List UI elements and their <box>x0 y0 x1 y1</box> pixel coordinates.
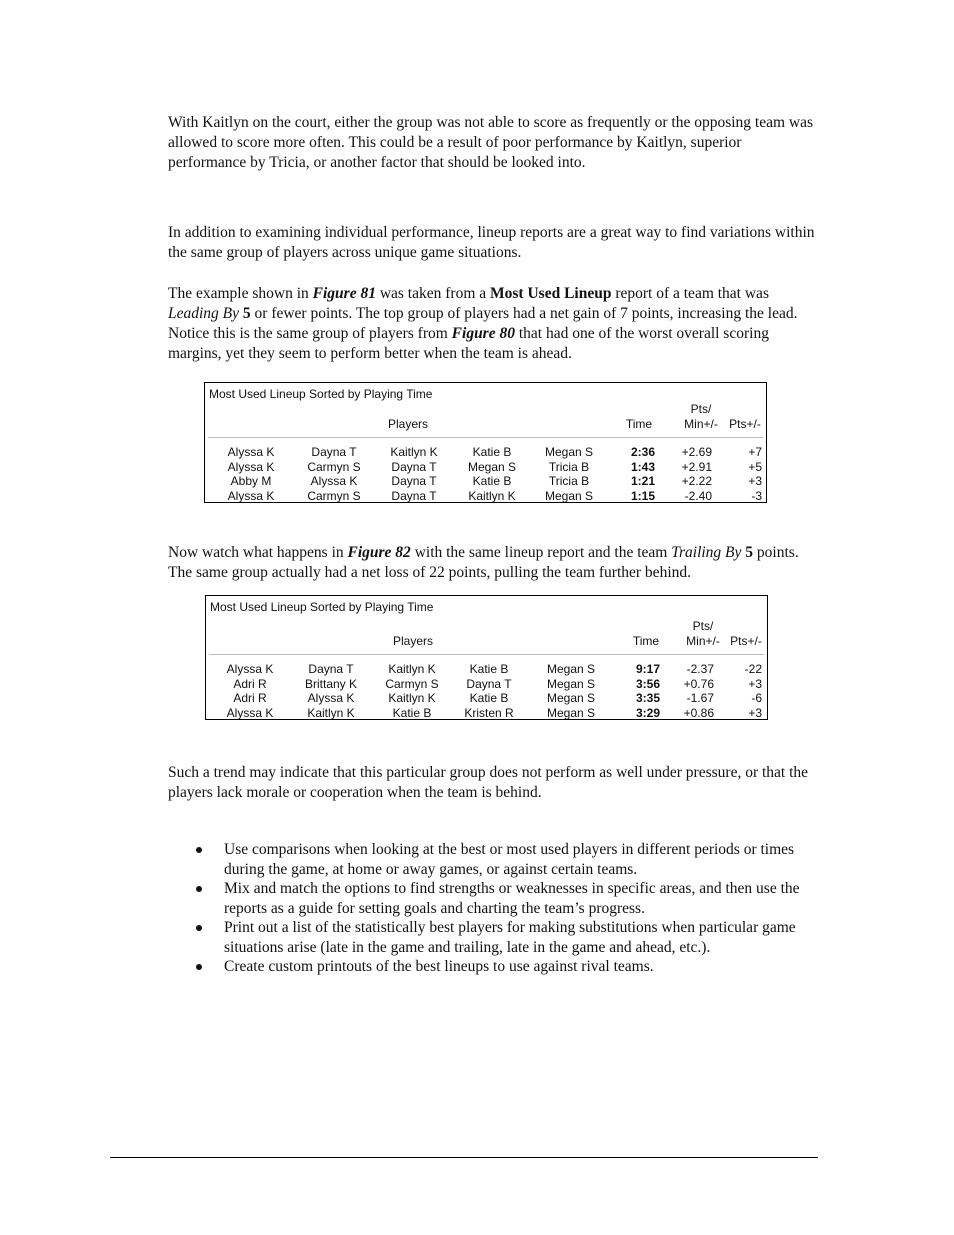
player-cell: Dayna T <box>311 445 357 459</box>
list-item: Use comparisons when looking at the best or most used players in different periods or times during the game, at home or away games, or against certain teams. <box>196 840 821 879</box>
bullet-icon <box>196 964 202 970</box>
paragraph-kaitlyn-analysis: With Kaitlyn on the court, either the group was not able to score as frequently or the opposing team was allowed to score more often. This could be a result of poor performance by Kaitlyn, superior performance by Tricia, or another factor that should be looked into. <box>168 114 814 171</box>
time-cell: 9:17 <box>635 662 660 676</box>
player-cell: Alyssa K <box>307 691 355 705</box>
figure80-ref: Figure 80 <box>451 325 515 342</box>
pts-min-header-top: Pts/ <box>692 619 714 633</box>
table-title: Most Used Lineup Sorted by Playing Time <box>209 387 433 401</box>
time-cell: 3:56 <box>635 676 660 691</box>
header-rule <box>208 437 763 438</box>
bullet-icon <box>196 886 202 892</box>
player-cell: Alyssa K <box>227 488 275 503</box>
pts-cell: +3 <box>748 474 762 488</box>
table-title: Most Used Lineup Sorted by Playing Time <box>210 600 434 614</box>
pts-cell: -22 <box>744 662 762 676</box>
player-cell: Megan S <box>467 459 517 474</box>
player-cell: Kaitlyn K <box>468 488 516 503</box>
list-item: Create custom printouts of the best lineups to use against rival teams. <box>196 957 821 977</box>
trailing-by-label: Trailing By <box>671 544 742 561</box>
pts-min-header-top: Pts/ <box>690 402 712 416</box>
player-cell: Alyssa K <box>226 705 274 720</box>
pts-cell: -3 <box>751 488 762 503</box>
player-cell: Tricia B <box>548 474 590 488</box>
pts-cell: -6 <box>751 691 762 705</box>
player-cell: Megan S <box>546 676 596 691</box>
player-cell: Katie B <box>469 691 509 705</box>
figure82-ref: Figure 82 <box>347 544 411 561</box>
pts-min-cell: -2.40 <box>684 488 712 503</box>
pts-cell: +7 <box>748 445 762 459</box>
time-header: Time <box>632 634 660 648</box>
list-item: Print out a list of the statistically best players for making substitutions when particular game situations arise (late in the game and trailing, late in the game and ahead, etc.). <box>196 918 821 957</box>
time-cell: 1:15 <box>630 488 655 503</box>
player-cell: Carmyn S <box>307 459 361 474</box>
time-cell: 3:29 <box>635 705 660 720</box>
pts-header: Pts+/- <box>729 417 761 431</box>
pts-min-cell: +2.22 <box>681 474 712 488</box>
list-item: Mix and match the options to find strengths or weaknesses in specific areas, and then use the reports as a guide for setting goals and charting the team’s progress. <box>196 879 821 918</box>
player-cell: Carmyn S <box>385 676 439 691</box>
player-cell: Katie B <box>469 662 509 676</box>
player-cell: Alyssa K <box>227 445 275 459</box>
leading-by-label: Leading By <box>168 305 240 322</box>
pts-cell: +5 <box>748 459 762 474</box>
bullet-icon <box>196 847 202 853</box>
lineup-table-trailing <box>205 595 768 720</box>
figure81-ref: Figure 81 <box>312 285 376 302</box>
pts-cell: +3 <box>748 705 762 720</box>
player-cell: Kristen R <box>464 705 514 720</box>
player-cell: Katie B <box>472 474 512 488</box>
player-cell: Alyssa K <box>310 474 358 488</box>
report-name: Most Used Lineup <box>490 285 612 302</box>
player-cell: Dayna T <box>308 662 354 676</box>
pts-min-cell: +2.91 <box>681 459 712 474</box>
players-header: Players <box>387 417 428 431</box>
header-rule <box>209 654 764 655</box>
player-cell: Adri R <box>233 676 267 691</box>
player-cell: Megan S <box>544 488 594 503</box>
player-cell: Carmyn S <box>307 488 361 503</box>
pts-min-cell: -2.37 <box>686 662 714 676</box>
player-cell: Kaitlyn K <box>307 705 355 720</box>
player-cell: Katie B <box>472 445 512 459</box>
footer-rule <box>110 1157 818 1158</box>
paragraph-figure82: Now watch what happens in Figure 82 with the same lineup report and the team Trailing By 5 points. The same group actually had a net loss of 22 points, pulling the team further behind. <box>168 544 799 581</box>
pts-min-header-bottom: Min+/- <box>686 634 720 648</box>
player-cell: Megan S <box>546 705 596 720</box>
bullet-icon <box>196 925 202 931</box>
time-cell: 1:43 <box>630 459 655 474</box>
paragraph-trend: Such a trend may indicate that this particular group does not perform as well under pressure, or that the players lack morale or cooperation when the team is behind. <box>168 764 809 801</box>
player-cell: Kaitlyn K <box>388 691 436 705</box>
player-cell: Alyssa K <box>226 662 274 676</box>
player-cell: Kaitlyn K <box>388 662 436 676</box>
player-cell: Dayna T <box>391 488 437 503</box>
paragraph-figure81: The example shown in Figure 81 was taken from a Most Used Lineup report of a team that was Leading By 5 or fewer points. The top group of players had a net gain of 7 points, increasing the lead. Notice this is the same group of players from Figure 80 that had one of the worst overall scoring margins, yet they seem to perform better when the team is ahead. <box>168 285 798 362</box>
player-cell: Dayna T <box>391 459 437 474</box>
time-cell: 1:21 <box>630 474 655 488</box>
paragraph-lineup-intro: In addition to examining individual performance, lineup reports are a great way to find variations within the same group of players across unique game situations. <box>168 224 815 261</box>
player-cell: Megan S <box>544 445 594 459</box>
time-header: Time <box>625 417 653 431</box>
player-cell: Dayna T <box>391 474 437 488</box>
player-cell: Alyssa K <box>227 459 275 474</box>
player-cell: Megan S <box>546 691 596 705</box>
lineup-table-leading <box>204 382 767 503</box>
player-cell: Dayna T <box>466 676 512 691</box>
pts-header: Pts+/- <box>730 634 762 648</box>
player-cell: Tricia B <box>548 459 590 474</box>
pts-min-cell: +0.76 <box>683 676 714 691</box>
player-cell: Katie B <box>392 705 432 720</box>
pts-cell: +3 <box>748 676 762 691</box>
player-cell: Adri R <box>233 691 267 705</box>
pts-min-cell: -1.67 <box>686 691 714 705</box>
player-cell: Abby M <box>230 474 272 488</box>
players-header: Players <box>392 634 433 648</box>
pts-min-header-bottom: Min+/- <box>684 417 718 431</box>
pts-min-cell: +0.86 <box>683 705 714 720</box>
player-cell: Megan S <box>546 662 596 676</box>
pts-min-cell: +2.69 <box>681 445 712 459</box>
tips-list <box>196 840 821 977</box>
time-cell: 3:35 <box>635 691 660 705</box>
player-cell: Kaitlyn K <box>390 445 438 459</box>
time-cell: 2:36 <box>630 445 655 459</box>
player-cell: Brittany K <box>304 676 358 691</box>
